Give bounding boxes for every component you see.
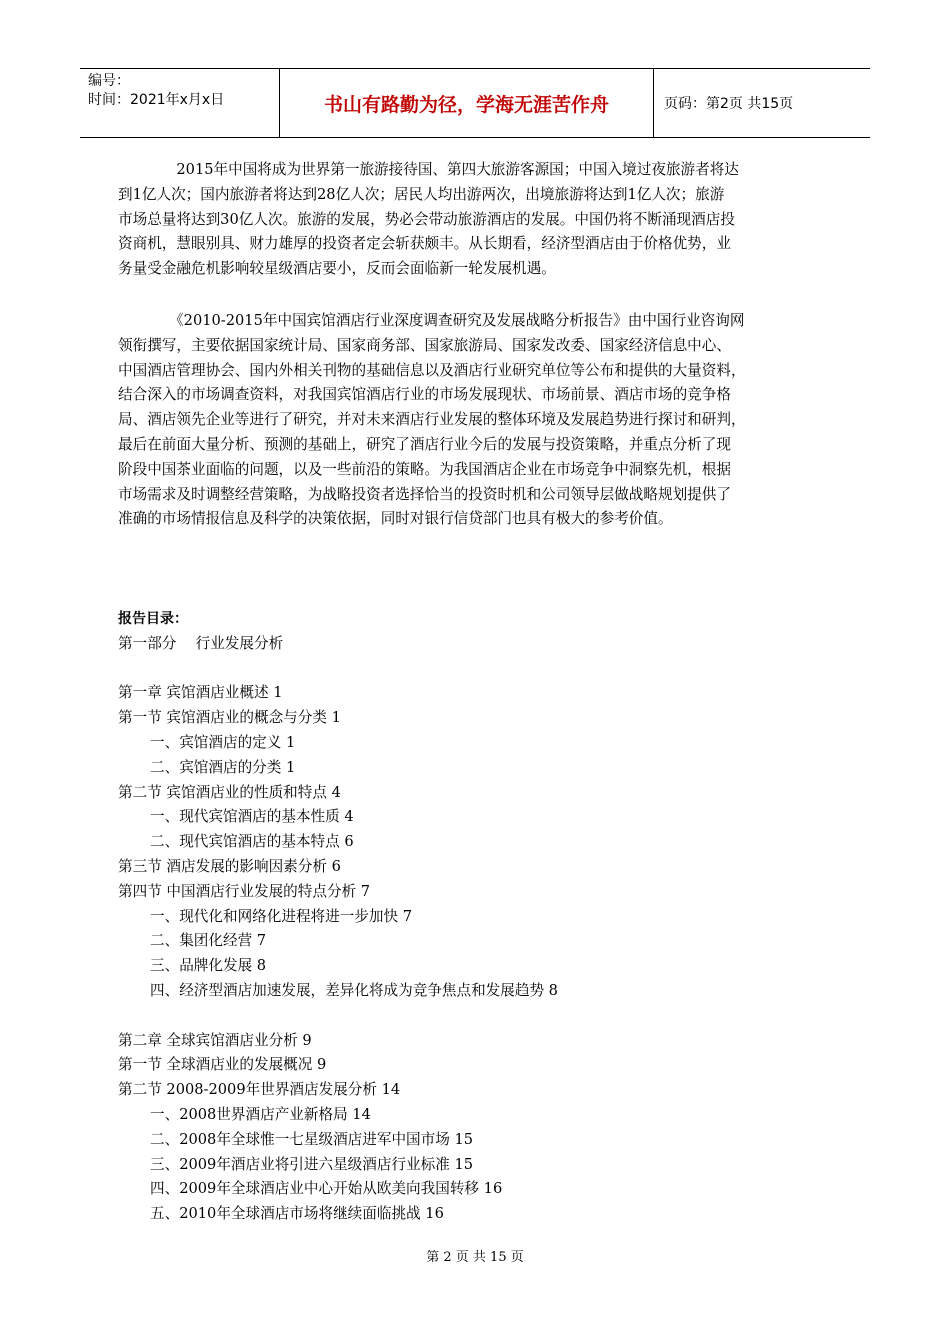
paragraph-line: 局、酒店领先企业等进行了研究，并对未来酒店行业发展的整体环境及发展趋势进行探讨和研判， [118, 411, 746, 429]
doc-number-label: 编号： [88, 73, 130, 89]
header-page-number: 页码：第2页 共15页 [664, 96, 794, 112]
doc-time-label: 时间：2021年x月x日 [88, 92, 225, 108]
page-footer: 第 2 页 共 15 页 [426, 1250, 524, 1265]
toc-entry: 第一节 全球酒店业的发展概况 9 [118, 1056, 327, 1074]
paragraph-line: 到1亿人次；国内旅游者将达到28亿人次；居民人均出游两次，出境旅游将达到1亿人次；旅游 [118, 185, 725, 203]
report-description-paragraph [118, 309, 838, 532]
toc-part-heading: 第一部分 行业发展分析 [118, 634, 284, 652]
toc-entry: 二、2008年全球惟一七星级酒店进军中国市场 15 [150, 1130, 474, 1148]
toc-entry: 第一章 宾馆酒店业概述 1 [118, 684, 283, 702]
paragraph-line: 市场需求及时调整经营策略，为战略投资者选择恰当的投资时机和公司领导层做战略规划提供了 [118, 485, 731, 503]
header-meta-cell [80, 69, 280, 137]
toc-entry: 三、2009年酒店业将引进六星级酒店行业标准 15 [150, 1155, 474, 1173]
document-header [80, 68, 870, 138]
toc-entry: 二、现代宾馆酒店的基本特点 6 [150, 833, 354, 851]
toc-spacer [118, 1004, 838, 1029]
intro-paragraph [118, 158, 838, 282]
toc-entry: 一、现代宾馆酒店的基本性质 4 [150, 808, 354, 826]
toc-entry: 第一节 宾馆酒店业的概念与分类 1 [118, 709, 341, 727]
table-of-contents [118, 607, 838, 1227]
paragraph-line: 2015年中国将成为世界第一旅游接待国、第四大旅游客源国；中国入境过夜旅游者将达 [118, 161, 739, 178]
header-motto: 书山有路勤为径，学海无涯苦作舟 [280, 69, 654, 137]
paragraph-line: 准确的市场情报信息及科学的决策依据，同时对银行信贷部门也具有极大的参考价值。 [118, 510, 673, 528]
toc-entry: 四、2009年全球酒店业中心开始从欧美向我国转移 16 [150, 1180, 503, 1198]
toc-entry: 一、现代化和网络化进程将进一步加快 7 [150, 907, 413, 925]
paragraph-line: 中国酒店管理协会、国内外相关刊物的基础信息以及酒店行业研究单位等公布和提供的大量资料， [118, 361, 746, 379]
toc-entry: 第三节 酒店发展的影响因素分析 6 [118, 857, 341, 875]
paragraph-line: 务量受金融危机影响较星级酒店要小，反而会面临新一轮发展机遇。 [118, 260, 556, 278]
toc-entry: 二、宾馆酒店的分类 1 [150, 758, 296, 776]
toc-entry: 一、宾馆酒店的定义 1 [150, 733, 296, 751]
paragraph-line: 结合深入的市场调查资料，对我国宾馆酒店行业的市场发展现状、市场前景、酒店市场的竞争格 [118, 386, 731, 404]
toc-entry: 第二节 宾馆酒店业的性质和特点 4 [118, 783, 341, 801]
toc-entry: 四、经济型酒店加速发展，差异化将成为竞争焦点和发展趋势 8 [150, 981, 558, 999]
toc-entry: 第二章 全球宾馆酒店业分析 9 [118, 1031, 312, 1049]
toc-title: 报告目录： [118, 611, 188, 627]
toc-entry: 二、集团化经营 7 [150, 932, 267, 950]
paragraph-line: 《2010-2015年中国宾馆酒店行业深度调查研究及发展战略分析报告》由中国行业咨询网 [118, 312, 745, 329]
paragraph-line: 最后在前面大量分析、预测的基础上，研究了酒店行业今后的发展与投资策略，并重点分析了现 [118, 435, 731, 453]
toc-spacer [118, 657, 838, 682]
toc-entry: 一、2008世界酒店产业新格局 14 [150, 1105, 371, 1123]
toc-entry: 五、2010年全球酒店市场将继续面临挑战 16 [150, 1205, 444, 1223]
toc-entry: 第四节 中国酒店行业发展的特点分析 7 [118, 882, 371, 900]
paragraph-line: 资商机，慧眼别具、财力雄厚的投资者定会斩获颇丰。从长期看，经济型酒店由于价格优势，业 [118, 235, 731, 253]
paragraph-line: 领衔撰写，主要依据国家统计局、国家商务部、国家旅游局、国家发改委、国家经济信息中心、 [118, 336, 731, 354]
toc-entry: 三、品牌化发展 8 [150, 957, 267, 975]
paragraph-line: 市场总量将达到30亿人次。旅游的发展，势必会带动旅游酒店的发展。中国仍将不断涌现酒店投 [118, 210, 735, 228]
toc-entry: 第二节 2008-2009年世界酒店发展分析 14 [118, 1081, 401, 1099]
toc-chapter-2 [118, 1029, 838, 1227]
toc-chapter-1 [118, 681, 838, 1003]
paragraph-line: 阶段中国茶业面临的问题，以及一些前沿的策略。为我国酒店企业在市场竞争中洞察先机，根据 [118, 460, 731, 478]
